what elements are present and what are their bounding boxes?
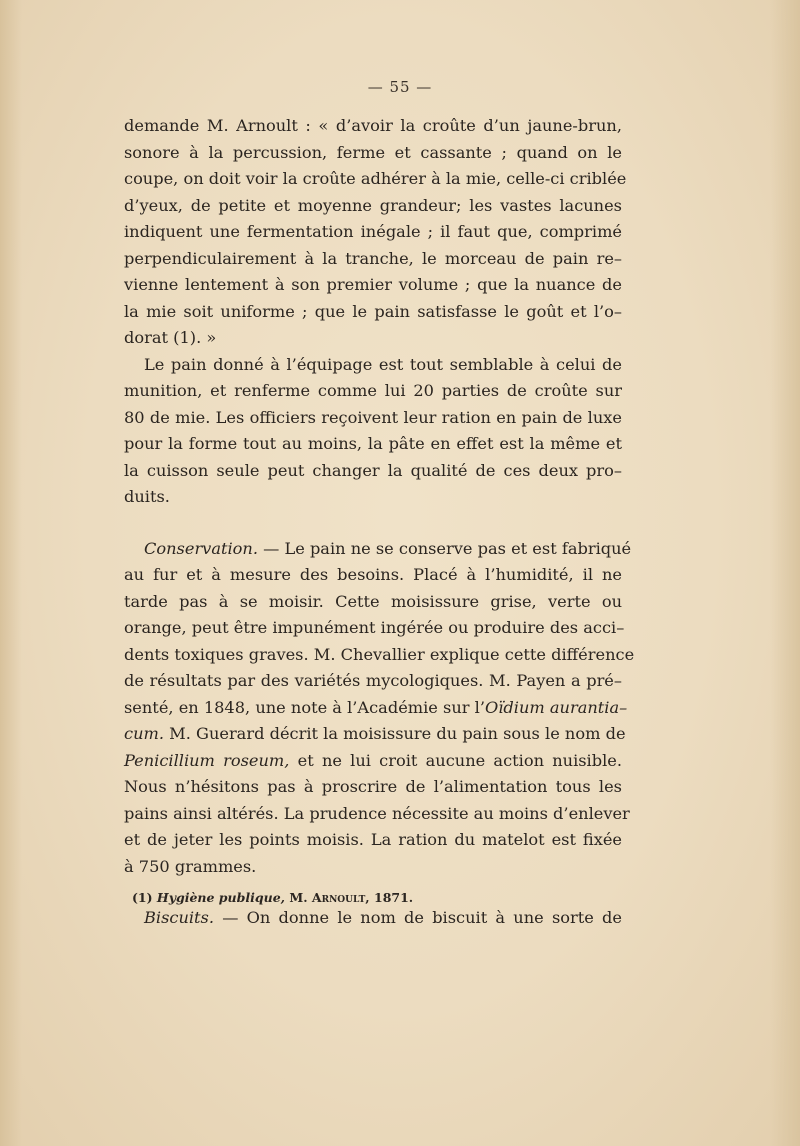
text-line: indiquent une fermentation inégale ; il faut que, comprimé: [124, 222, 622, 241]
text-line: duits.: [124, 487, 170, 506]
text-line: perpendiculairement à la tranche, le morceau de pain re–: [124, 248, 622, 268]
species-name-oidium: Oïdium aurantia–: [484, 697, 628, 717]
footnote-author: M. Arnoult,: [289, 890, 370, 905]
text-line: dorat (1). »: [124, 328, 217, 347]
text-line: [124, 748, 622, 775]
text-line: Nous n’hésitons pas à proscrire de l’alimentation tous les: [124, 777, 622, 796]
text-line: coupe, on doit voir la croûte adhérer à la mie, celle-ci criblée: [124, 169, 627, 188]
text-line: sonore à la percussion, ferme et cassante ; quand on le: [124, 142, 622, 162]
text-line: [124, 536, 632, 563]
page-edge-right: [770, 0, 800, 1146]
text-line: de résultats par des variétés mycologiques. M. Payen a pré–: [124, 671, 622, 690]
paragraph-quote: [124, 113, 627, 352]
text-line: et de jeter les points moisis. La ration du matelot est fixée: [124, 830, 622, 849]
body-text: [124, 113, 635, 932]
text-line: 80 de mie. Les officiers reçoivent leur ration en pain de luxe: [124, 407, 622, 427]
section-title-biscuits: Biscuits.: [144, 908, 215, 927]
text-line: demande M. Arnoult : « d’avoir la croûte d’un jaune-brun,: [124, 116, 622, 135]
species-name-penicillium: Penicillium roseum,: [124, 750, 290, 770]
text-line: vienne lentement à son premier volume ; que la nuance de: [124, 275, 622, 294]
text-fragment: senté, en 1848, une note à l’Académie sur l’: [124, 697, 485, 717]
footnote: [132, 890, 612, 905]
text-fragment: — Le pain ne se conserve pas et est fabriqué: [257, 538, 632, 558]
text-line: [124, 695, 628, 722]
text-line: [124, 721, 626, 748]
text-line: [124, 905, 622, 932]
text-line: d’yeux, de petite et moyenne grandeur; les vastes lacunes: [124, 195, 622, 215]
paragraph-ration-pain: [124, 352, 622, 511]
text-fragment: — On donne le nom de biscuit à une sorte de: [214, 908, 622, 927]
text-line: Le pain donné à l’équipage est tout semblable à celui de: [144, 354, 622, 374]
page-edge-left: [0, 0, 22, 1146]
paragraph-conservation: [124, 536, 635, 881]
footnote-year: 1871.: [374, 890, 414, 905]
text-fragment: M. Guerard décrit la moisissure du pain sous le nom de: [164, 724, 626, 743]
text-line: orange, peut être impunément ingérée ou produire des acci–: [124, 618, 625, 637]
text-line: dents toxiques graves. M. Chevallier explique cette différence: [124, 644, 635, 664]
text-line: munition, et renferme comme lui 20 parties de croûte sur: [124, 381, 622, 400]
section-title-conservation: Conservation.: [144, 538, 258, 558]
footnote-marker: (1): [132, 890, 153, 905]
text-fragment: et ne lui croit aucune action nuisible.: [289, 750, 622, 770]
species-name-oidium-end: cum.: [124, 724, 164, 743]
text-line: la cuisson seule peut changer la qualité de ces deux pro–: [124, 460, 622, 480]
text-line: au fur et à mesure des besoins. Placé à l’humidité, il ne: [124, 565, 622, 584]
paragraph-biscuits: [124, 905, 622, 932]
text-line: la mie soit uniforme ; que le pain satisfasse le goût et l’o–: [124, 301, 622, 321]
text-line: pour la forme tout au moins, la pâte en effet est la même et: [124, 434, 622, 453]
text-line: tarde pas à se moisir. Cette moisissure grise, verte ou: [124, 591, 622, 611]
page-number: — 55 —: [367, 78, 433, 96]
text-line: à 750 grammes.: [124, 856, 257, 876]
footnote-work: Hygiène publique,: [156, 890, 285, 905]
text-line: pains ainsi altérés. La prudence nécessite au moins d’enlever: [124, 803, 630, 823]
